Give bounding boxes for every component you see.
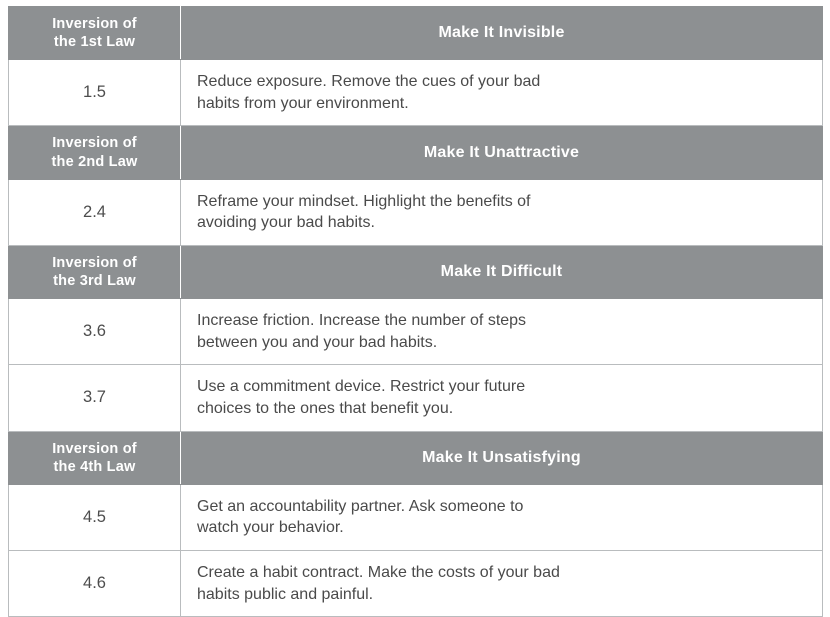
law-label-cell bbox=[9, 431, 181, 484]
law-label-line-2: the 3rd Law bbox=[53, 273, 136, 289]
rule-text-line-2: choices to the ones that benefit you. bbox=[197, 399, 454, 417]
section-header-row bbox=[9, 431, 823, 484]
law-title-cell: Make It Unattractive bbox=[181, 126, 823, 179]
rule-text-cell bbox=[181, 299, 823, 365]
rule-text-cell bbox=[181, 60, 823, 126]
table-row bbox=[9, 550, 823, 616]
section-header-row bbox=[9, 245, 823, 298]
rule-text-line-1: Use a commitment device. Restrict your future bbox=[197, 378, 526, 396]
law-label-cell bbox=[9, 7, 181, 60]
law-title-cell: Make It Difficult bbox=[181, 245, 823, 298]
section-header-row bbox=[9, 7, 823, 60]
law-label-line-2: the 2nd Law bbox=[51, 153, 138, 170]
law-title-cell: Make It Invisible bbox=[181, 7, 823, 60]
law-label-line-2: the 1st Law bbox=[53, 34, 136, 51]
section-header-row bbox=[9, 126, 823, 179]
rule-text-cell bbox=[181, 550, 823, 616]
rule-text-line-2: habits from your environment. bbox=[197, 94, 409, 112]
rule-number-cell: 4.5 bbox=[9, 484, 181, 550]
law-title-cell: Make It Unsatisfying bbox=[181, 431, 823, 484]
rule-number-cell: 1.5 bbox=[9, 60, 181, 126]
rule-text-line-1: Reframe your mindset. Highlight the benefits of bbox=[197, 192, 531, 210]
rule-text-line-2: between you and your bad habits. bbox=[197, 333, 438, 351]
habit-inversion-table bbox=[8, 6, 823, 617]
table-row bbox=[9, 365, 823, 431]
rule-text-cell bbox=[181, 179, 823, 245]
rule-text-line-1: Increase friction. Increase the number of steps bbox=[197, 312, 527, 330]
rule-text-line-2: avoiding your bad habits. bbox=[197, 214, 375, 232]
rule-number-cell: 2.4 bbox=[9, 179, 181, 245]
table-row bbox=[9, 60, 823, 126]
rule-text-line-1: Reduce exposure. Remove the cues of your bad bbox=[197, 73, 541, 91]
table-row bbox=[9, 299, 823, 365]
rule-text-cell bbox=[181, 484, 823, 550]
rule-number-cell: 3.7 bbox=[9, 365, 181, 431]
law-label-cell bbox=[9, 126, 181, 179]
rule-text-line-1: Create a habit contract. Make the costs of your bad bbox=[197, 563, 560, 581]
rule-number-cell: 3.6 bbox=[9, 299, 181, 365]
table-row bbox=[9, 179, 823, 245]
law-label-line-1: Inversion of bbox=[52, 254, 137, 271]
law-label-line-1: Inversion of bbox=[52, 16, 137, 32]
rule-text-line-2: habits public and painful. bbox=[197, 585, 374, 603]
law-label-cell bbox=[9, 245, 181, 298]
rule-text-line-1: Get an accountability partner. Ask someone to bbox=[197, 497, 524, 515]
rule-number-cell: 4.6 bbox=[9, 550, 181, 616]
rule-text-cell bbox=[181, 365, 823, 431]
law-label-line-1: Inversion of bbox=[52, 135, 137, 152]
table-row bbox=[9, 484, 823, 550]
law-label-line-2: the 4th Law bbox=[53, 458, 136, 475]
rule-text-line-2: watch your behavior. bbox=[197, 519, 344, 537]
law-label-line-1: Inversion of bbox=[52, 440, 137, 457]
